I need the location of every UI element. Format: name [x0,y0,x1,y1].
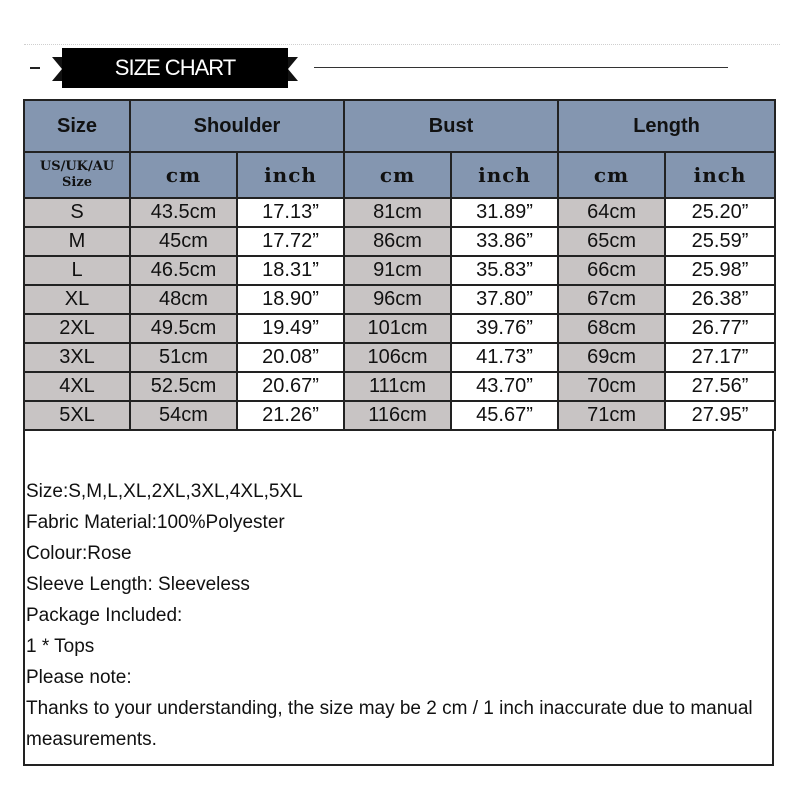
cell-bust-cm: 81cm [344,198,451,227]
cell-shoulder-cm: 45cm [130,227,237,256]
size-chart-table [23,99,776,431]
cell-size: L [24,256,130,285]
cell-shoulder-cm: 46.5cm [130,256,237,285]
cell-shoulder-cm: 49.5cm [130,314,237,343]
cell-size: S [24,198,130,227]
cell-size: 3XL [24,343,130,372]
cell-length-cm: 67cm [558,285,665,314]
cell-shoulder-inch: 19.49” [237,314,344,343]
cell-shoulder-cm: 52.5cm [130,372,237,401]
cell-length-cm: 69cm [558,343,665,372]
cell-shoulder-inch: 17.13” [237,198,344,227]
note-line: 1 * Tops [26,636,95,657]
table-row [24,227,775,256]
subheader-shoulder-inch: inch [237,152,344,198]
cell-length-inch: 26.38” [665,285,775,314]
ribbon-left-notch [52,57,62,81]
subheader-length-cm: cm [558,152,665,198]
cell-shoulder-cm: 43.5cm [130,198,237,227]
cell-size: 2XL [24,314,130,343]
subheader-bust-cm: cm [344,152,451,198]
cell-bust-inch: 31.89” [451,198,558,227]
subheader-bust-inch: inch [451,152,558,198]
cell-shoulder-inch: 18.90” [237,285,344,314]
cell-length-inch: 27.95” [665,401,775,430]
cell-length-inch: 25.59” [665,227,775,256]
note-line: Please note: [26,667,132,688]
unit-header-row [24,152,775,198]
table-row [24,285,775,314]
header-length: Length [558,100,775,152]
note-line: Sleeve Length: Sleeveless [26,574,250,595]
cell-shoulder-inch: 21.26” [237,401,344,430]
table-row [24,198,775,227]
cell-bust-cm: 96cm [344,285,451,314]
note-line: Thanks to your understanding, the size may be 2 cm / 1 inch inaccurate due to manual measurements. [26,698,753,750]
banner-title: SIZE CHART [62,48,288,88]
banner-rule [314,67,728,68]
subheader-length-inch: inch [665,152,775,198]
cell-bust-inch: 45.67” [451,401,558,430]
cell-length-cm: 64cm [558,198,665,227]
cell-length-inch: 27.17” [665,343,775,372]
cell-size: 4XL [24,372,130,401]
cell-size: XL [24,285,130,314]
note-line: Size:S,M,L,XL,2XL,3XL,4XL,5XL [26,481,303,502]
cell-bust-cm: 116cm [344,401,451,430]
cell-shoulder-inch: 18.31” [237,256,344,285]
subheader-size-region: US/UK/AU Size [24,152,130,198]
cell-shoulder-inch: 20.67” [237,372,344,401]
header-bust: Bust [344,100,558,152]
table-row [24,343,775,372]
cell-bust-cm: 101cm [344,314,451,343]
product-notes [26,476,766,755]
size-chart-banner [0,0,800,100]
cell-shoulder-inch: 17.72” [237,227,344,256]
cell-size: M [24,227,130,256]
cell-bust-inch: 43.70” [451,372,558,401]
cell-length-cm: 71cm [558,401,665,430]
subheader-shoulder-cm: cm [130,152,237,198]
table-row [24,401,775,430]
note-line: Colour:Rose [26,543,132,564]
cell-length-cm: 66cm [558,256,665,285]
header-shoulder: Shoulder [130,100,344,152]
cell-bust-inch: 33.86” [451,227,558,256]
cell-shoulder-cm: 54cm [130,401,237,430]
note-line: Fabric Material:100%Polyester [26,512,285,533]
cell-length-inch: 25.98” [665,256,775,285]
cell-length-cm: 65cm [558,227,665,256]
cell-bust-inch: 41.73” [451,343,558,372]
cell-length-cm: 70cm [558,372,665,401]
cell-length-inch: 27.56” [665,372,775,401]
cell-bust-cm: 86cm [344,227,451,256]
cell-shoulder-cm: 48cm [130,285,237,314]
table-row [24,256,775,285]
cell-shoulder-cm: 51cm [130,343,237,372]
cell-length-cm: 68cm [558,314,665,343]
cell-bust-cm: 91cm [344,256,451,285]
header-size: Size [24,100,130,152]
cell-shoulder-inch: 20.08” [237,343,344,372]
group-header-row [24,100,775,152]
cell-length-inch: 26.77” [665,314,775,343]
cell-bust-inch: 35.83” [451,256,558,285]
table-row [24,372,775,401]
cell-bust-inch: 39.76” [451,314,558,343]
table-row [24,314,775,343]
note-line: Package Included: [26,605,183,626]
banner-dash [30,67,40,69]
cell-length-inch: 25.20” [665,198,775,227]
ribbon-right-notch [288,57,298,81]
cell-bust-cm: 106cm [344,343,451,372]
cell-bust-inch: 37.80” [451,285,558,314]
dotted-divider [24,44,780,45]
cell-size: 5XL [24,401,130,430]
cell-bust-cm: 111cm [344,372,451,401]
